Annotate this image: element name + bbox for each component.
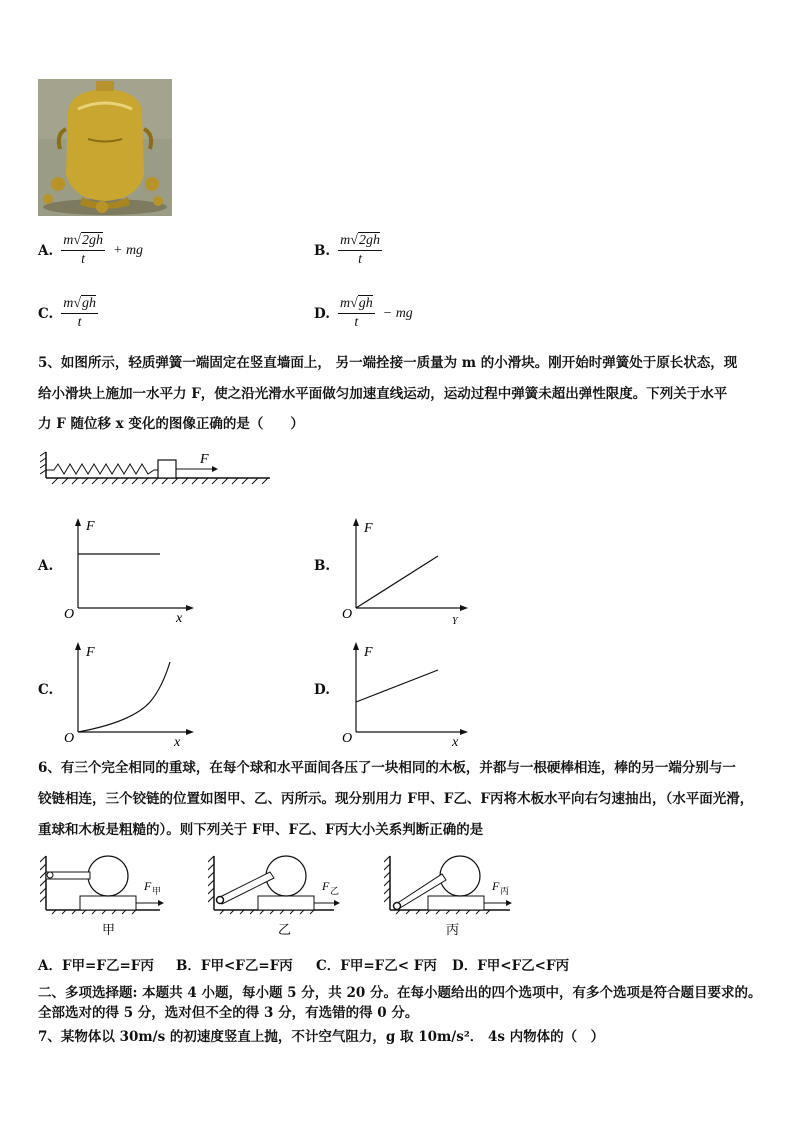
fraction: $\frac{m√2gh}{t}$ (63, 233, 103, 267)
graph-a[interactable] (62, 518, 202, 626)
svg-text:F: F (492, 879, 500, 893)
svg-text:丙: 丙 (500, 886, 510, 896)
graph-c-letter: C. (38, 682, 54, 698)
origin-label: O (64, 607, 75, 622)
fraction: $\frac{m√gh}{t}$ (63, 296, 97, 330)
q5-line3: 力 F 随位移 x 变化的图像正确的是（ ） (38, 416, 304, 432)
seismograph-photo (38, 79, 172, 216)
svg-text:甲: 甲 (152, 886, 162, 896)
svg-text:乙: 乙 (278, 922, 292, 937)
x-axis-label: x (452, 735, 459, 750)
graph-a-letter: A. (38, 558, 54, 574)
origin-label: O (64, 731, 75, 746)
q4-option-b[interactable]: B. $\frac{m√2gh}{t}$ (314, 233, 380, 267)
q6-option-c[interactable]: C．F甲=F乙< F丙 (316, 958, 437, 974)
svg-text:丙: 丙 (446, 922, 460, 937)
q4-option-a[interactable]: A. $\frac{m√2gh}{t}$ + mg (38, 233, 144, 267)
q6-line2: 铰链相连，三个铰链的位置如图甲、乙、丙所示。现分别用力 F甲、F乙、F丙将木板水平向右匀速抽出，（水平面光滑， (38, 791, 754, 807)
q6-option-a[interactable]: A．F甲=F乙=F丙 (38, 958, 154, 974)
svg-text:F: F (144, 879, 152, 893)
q6-line3: 重球和木板是粗糙的）。则下列关于 F甲、F乙、F丙大小关系判断正确的是 (38, 822, 484, 838)
q6-line1: 6、有三个完全相同的重球，在每个球和水平面间各压了一块相同的木板，并都与一根硬棒相连，棒的另一端分别与一 (38, 760, 736, 776)
q6-option-b[interactable]: B．F甲<F乙=F丙 (176, 958, 293, 974)
section2-line1: 二、多项选择题: 本题共 4 小题，每小题 5 分，共 20 分。在每小题给出的四个选项中，有多个选项是符合题目要求的。 (38, 985, 762, 1001)
spring-diagram (40, 448, 272, 490)
graph-b[interactable] (340, 518, 480, 626)
graph-c[interactable] (62, 642, 202, 750)
y-axis-label: F (364, 645, 373, 660)
fraction: $\frac{m√gh}{t}$ (339, 296, 373, 330)
fraction: $\frac{m√2gh}{t}$ (340, 233, 380, 267)
svg-text:甲: 甲 (102, 922, 116, 937)
graph-d-letter: D. (314, 682, 330, 698)
svg-text:乙: 乙 (330, 886, 340, 896)
section2-line2: 全部选对的得 5 分，选对但不全的得 3 分，有选错的得 0 分。 (38, 1005, 419, 1021)
q5-line1: 5、如图所示，轻质弹簧一端固定在竖直墙面上， 另一端拴接一质量为 m 的小滑块。刚开始时弹簧处于原长状态，现 (38, 355, 738, 371)
y-axis-label: F (86, 519, 95, 534)
x-axis-label: Y (452, 616, 458, 626)
graph-b-letter: B. (314, 558, 331, 574)
origin-label: O (342, 731, 353, 746)
graph-d[interactable] (340, 642, 480, 750)
figure-yi (208, 850, 348, 938)
x-axis-label: x (176, 611, 183, 626)
force-label: F (200, 452, 209, 467)
q4-option-c[interactable]: C. $\frac{m√gh}{t}$ (38, 296, 97, 330)
x-axis-label: x (174, 735, 181, 750)
origin-label: O (342, 607, 353, 622)
y-axis-label: F (86, 645, 95, 660)
svg-text:F: F (322, 879, 330, 893)
q5-line2: 给小滑块上施加一水平力 F，使之沿光滑水平面做匀加速直线运动，运动过程中弹簧未超出弹性限度。下列关于水平 (38, 386, 728, 402)
figure-bing (384, 850, 524, 938)
figure-jia (40, 850, 170, 938)
q7-line1: 7、某物体以 30m/s 的初速度竖直上抛，不计空气阻力，g 取 10m/s²． 4s 内物体的（ ） (38, 1029, 605, 1045)
q6-option-d[interactable]: D．F甲<F乙<F丙 (452, 958, 570, 974)
q4-option-d[interactable]: D. $\frac{m√gh}{t}$ − mg (314, 296, 413, 330)
y-axis-label: F (364, 521, 373, 536)
